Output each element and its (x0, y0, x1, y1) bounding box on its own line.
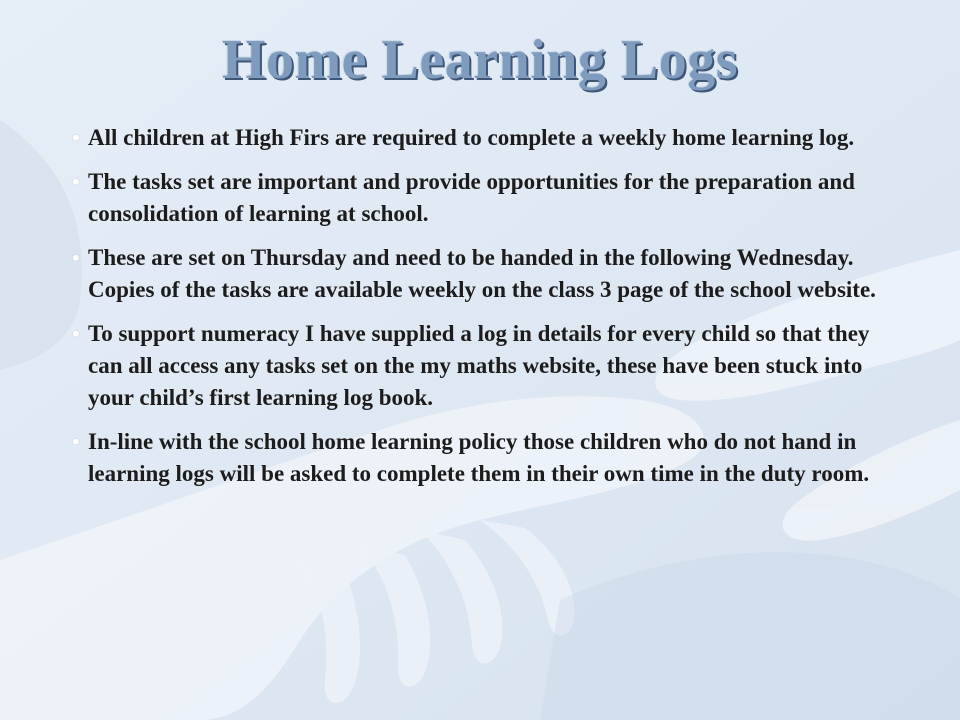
bullet-dot-icon: • (72, 321, 80, 346)
bullet-dot-icon: • (72, 169, 80, 194)
bullet-dot-icon: • (72, 429, 80, 454)
bullet-item (72, 318, 902, 414)
bullet-text: In-line with the school home learning policy those children who do not hand in learning logs will be asked to complete them in their own time in the duty room. (88, 429, 870, 486)
bullet-text: The tasks set are important and provide opportunities for the preparation and consolidation of learning at school. (88, 169, 855, 226)
bullet-list (72, 122, 902, 502)
bullet-text: To support numeracy I have supplied a log in details for every child so that they can all access any tasks set on the my maths website, these have been stuck into your child’s first learning log book. (88, 321, 870, 410)
bullet-item (72, 242, 902, 306)
bullet-dot-icon: • (72, 125, 80, 150)
bullet-item (72, 122, 902, 154)
slide-title: Home Learning Logs (221, 29, 739, 91)
bullet-dot-icon: • (72, 245, 80, 270)
bullet-item (72, 426, 902, 490)
bullet-item (72, 166, 902, 230)
bullet-text: All children at High Firs are required to complete a weekly home learning log. (88, 125, 855, 150)
bullet-text: These are set on Thursday and need to be handed in the following Wednesday. Copies of the tasks are available weekly on the class 3 page of the school website. (88, 245, 876, 302)
